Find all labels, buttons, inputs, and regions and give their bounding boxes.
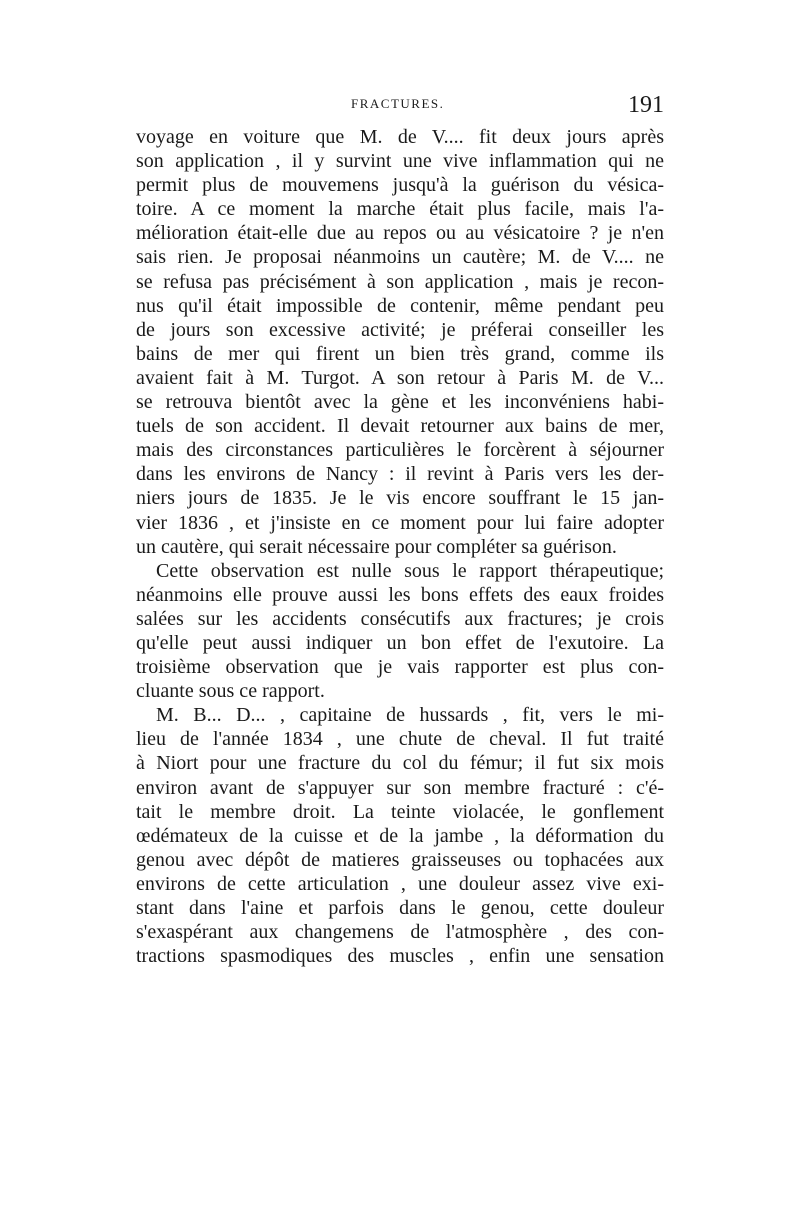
page-number: 191: [628, 92, 664, 118]
text-line: bains de mer qui firent un bien très grand, comme ils: [136, 342, 664, 365]
text-line: qu'elle peut aussi indiquer un bon effet de l'exutoire. La: [136, 631, 664, 654]
text-line: tuels de son accident. Il devait retourner aux bains de mer,: [136, 415, 664, 438]
text-line: avaient fait à M. Turgot. A son retour à Paris M. de V...: [136, 366, 664, 389]
text-line: mélioration était-elle due au repos ou au vésicatoire ? je n'en: [136, 222, 664, 245]
text-line: genou avec dépôt de matieres graisseuses ou tophacées aux: [136, 848, 664, 871]
text-line: se retrouva bientôt avec la gène et les inconvéniens habi-: [136, 391, 664, 414]
text-line: M. B... D... , capitaine de hussards , fit, vers le mi-: [156, 704, 664, 727]
text-line: s'exaspérant aux changemens de l'atmosphère , des con-: [136, 921, 664, 944]
text-line: environ avant de s'appuyer sur son membre fracturé : c'é-: [136, 776, 664, 799]
text-line: se refusa pas précisément à son application , mais je recon-: [136, 270, 664, 293]
page-header: [136, 92, 664, 128]
text-line: toire. A ce moment la marche était plus facile, mais l'a-: [136, 198, 664, 221]
text-line: voyage en voiture que M. de V.... fit deux jours après: [136, 126, 664, 148]
text-line: environs de cette articulation , une douleur assez vive exi-: [136, 872, 664, 895]
text-line: mais des circonstances particulières le forcèrent à séjourner: [136, 439, 664, 462]
text-line: un cautère, qui serait nécessaire pour compléter sa guérison.: [136, 535, 617, 558]
text-line: nus qu'il était impossible de contenir, même pendant peu: [136, 294, 664, 317]
text-line: œdémateux de la cuisse et de la jambe , la déformation du: [136, 824, 664, 847]
text-line: niers jours de 1835. Je le vis encore souffrant le 15 jan-: [136, 487, 664, 510]
text-line: son application , il y survint une vive inflammation qui ne: [136, 150, 664, 173]
text-line: cluante sous ce rapport.: [136, 680, 325, 703]
text-line: néanmoins elle prouve aussi les bons effets des eaux froides: [136, 583, 664, 606]
body-text: [136, 125, 664, 968]
text-line: permit plus de mouvemens jusqu'à la guérison du vésica-: [136, 174, 664, 197]
text-line: de jours son excessive activité; je préferai conseiller les: [136, 318, 664, 341]
text-line: salées sur les accidents consécutifs aux fractures; je crois: [136, 607, 664, 630]
running-head: FRACTURES.: [351, 96, 445, 111]
text-line: tait le membre droit. La teinte violacée, le gonflement: [136, 800, 664, 823]
text-line: vier 1836 , et j'insiste en ce moment pour lui faire adopter: [136, 511, 664, 534]
text-line: tractions spasmodiques des muscles , enfin une sensation: [136, 945, 664, 968]
text-line: dans les environs de Nancy : il revint à Paris vers les der-: [136, 463, 664, 486]
text-line: lieu de l'année 1834 , une chute de cheval. Il fut traité: [136, 728, 664, 751]
text-line: à Niort pour une fracture du col du fémur; il fut six mois: [136, 752, 664, 775]
text-line: sais rien. Je proposai néanmoins un cautère; M. de V.... ne: [136, 246, 664, 269]
text-line: stant dans l'aine et parfois dans le genou, cette douleur: [136, 897, 664, 919]
text-line: Cette observation est nulle sous le rapport thérapeutique;: [156, 559, 664, 582]
text-line: troisième observation que je vais rapporter est plus con-: [136, 656, 664, 679]
